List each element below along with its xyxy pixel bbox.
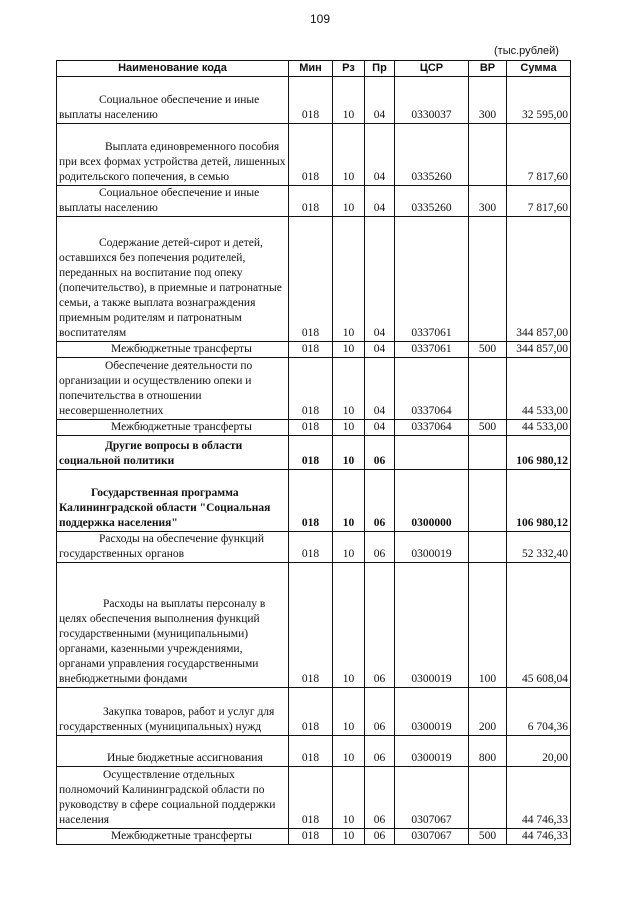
row-vr: 300: [469, 77, 507, 124]
row-pr: 06: [365, 767, 395, 829]
row-name: Другие вопросы в области социальной политики: [57, 436, 289, 470]
row-pr: 06: [365, 736, 395, 767]
row-min: 018: [289, 217, 333, 342]
table-row: [57, 217, 571, 342]
row-min: 018: [289, 124, 333, 186]
row-sum: 106 980,12: [507, 436, 571, 470]
row-pr: 04: [365, 420, 395, 436]
table-row: [57, 688, 571, 736]
row-vr: 100: [469, 563, 507, 688]
header-rz: Рз: [333, 61, 365, 77]
row-rz: 10: [333, 77, 365, 124]
row-rz: 10: [333, 217, 365, 342]
row-pr: 04: [365, 358, 395, 420]
row-rz: 10: [333, 420, 365, 436]
row-sum: 44 746,33: [507, 829, 571, 845]
table-row: [57, 829, 571, 845]
row-sum: 52 332,40: [507, 532, 571, 563]
budget-table: [56, 60, 571, 845]
row-pr: 04: [365, 342, 395, 358]
row-rz: 10: [333, 829, 365, 845]
row-sum: 7 817,60: [507, 186, 571, 217]
row-min: 018: [289, 470, 333, 532]
row-csr: 0300019: [395, 532, 469, 563]
header-csr: ЦСР: [395, 61, 469, 77]
row-name: Межбюджетные трансферты: [57, 829, 289, 845]
row-sum: 344 857,00: [507, 342, 571, 358]
row-vr: [469, 358, 507, 420]
row-vr: [469, 436, 507, 470]
row-vr: 500: [469, 420, 507, 436]
row-sum: 44 533,00: [507, 358, 571, 420]
row-vr: 200: [469, 688, 507, 736]
row-rz: 10: [333, 532, 365, 563]
row-name: Государственная программа Калининградской области "Социальная поддержка населения": [57, 470, 289, 532]
row-name: Содержание детей-сирот и детей, оставшихся без попечения родителей, переданных на воспитание под опеку (попечительство), в приемные и патронатные семьи, а также выплата вознаграждения приемным родителям и патронатным воспитателям: [57, 217, 289, 342]
table-row: [57, 358, 571, 420]
units-note: (тыс.рублей): [494, 45, 559, 57]
row-sum: 106 980,12: [507, 470, 571, 532]
row-sum: 44 533,00: [507, 420, 571, 436]
row-rz: 10: [333, 767, 365, 829]
row-csr: 0335260: [395, 124, 469, 186]
row-pr: 04: [365, 77, 395, 124]
row-pr: 06: [365, 532, 395, 563]
row-pr: 04: [365, 124, 395, 186]
table-row: [57, 124, 571, 186]
row-rz: 10: [333, 436, 365, 470]
row-csr: 0337061: [395, 217, 469, 342]
row-name: Выплата единовременного пособия при всех формах устройства детей, лишенных родительского попечения, в семью: [57, 124, 289, 186]
row-name: Социальное обеспечение и иные выплаты населению: [57, 186, 289, 217]
row-min: 018: [289, 358, 333, 420]
table-row: [57, 420, 571, 436]
row-csr: 0335260: [395, 186, 469, 217]
row-name: Закупка товаров, работ и услуг для государственных (муниципальных) нужд: [57, 688, 289, 736]
page-number: 109: [309, 12, 331, 26]
row-csr: 0330037: [395, 77, 469, 124]
row-name: Межбюджетные трансферты: [57, 420, 289, 436]
header-vr: ВР: [469, 61, 507, 77]
row-csr: 0307067: [395, 767, 469, 829]
table-row: [57, 470, 571, 532]
table-row: [57, 736, 571, 767]
table-row: [57, 186, 571, 217]
row-csr: 0300019: [395, 736, 469, 767]
row-csr: 0337064: [395, 358, 469, 420]
row-vr: [469, 124, 507, 186]
row-pr: 06: [365, 470, 395, 532]
row-pr: 06: [365, 688, 395, 736]
table-row: [57, 767, 571, 829]
row-name: Обеспечение деятельности по организации и осуществлению опеки и попечительства в отношении несовершеннолетних: [57, 358, 289, 420]
table-header-row: [57, 61, 571, 77]
row-min: 018: [289, 436, 333, 470]
table-row: [57, 77, 571, 124]
table-row: [57, 532, 571, 563]
row-csr: 0307067: [395, 829, 469, 845]
row-name: Расходы на обеспечение функций государственных органов: [57, 532, 289, 563]
row-pr: 04: [365, 217, 395, 342]
row-sum: 6 704,36: [507, 688, 571, 736]
row-rz: 10: [333, 342, 365, 358]
row-rz: 10: [333, 470, 365, 532]
row-vr: [469, 532, 507, 563]
row-rz: 10: [333, 688, 365, 736]
row-csr: 0300019: [395, 563, 469, 688]
row-csr: 0300000: [395, 470, 469, 532]
row-vr: [469, 217, 507, 342]
row-csr: 0300019: [395, 688, 469, 736]
row-name: Осуществление отдельных полномочий Калининградской области по руководству в сфере социальной поддержки населения: [57, 767, 289, 829]
table-row: [57, 342, 571, 358]
row-name: Иные бюджетные ассигнования: [57, 736, 289, 767]
row-sum: 45 608,04: [507, 563, 571, 688]
header-sum: Сумма: [507, 61, 571, 77]
row-min: 018: [289, 563, 333, 688]
row-sum: 344 857,00: [507, 217, 571, 342]
row-sum: 32 595,00: [507, 77, 571, 124]
row-vr: [469, 470, 507, 532]
row-rz: 10: [333, 563, 365, 688]
row-name: Социальное обеспечение и иные выплаты населению: [57, 77, 289, 124]
row-vr: 800: [469, 736, 507, 767]
row-vr: 500: [469, 342, 507, 358]
row-vr: [469, 767, 507, 829]
row-name: Расходы на выплаты персоналу в целях обеспечения выполнения функций государственными (муниципальными) органами, казенными учреждениями, органами управления государственными внебюджетными фондами: [57, 563, 289, 688]
row-min: 018: [289, 829, 333, 845]
row-rz: 10: [333, 186, 365, 217]
row-min: 018: [289, 420, 333, 436]
row-pr: 04: [365, 186, 395, 217]
row-pr: 06: [365, 563, 395, 688]
row-sum: 7 817,60: [507, 124, 571, 186]
row-csr: [395, 436, 469, 470]
row-pr: 06: [365, 436, 395, 470]
row-rz: 10: [333, 358, 365, 420]
header-min: Мин: [289, 61, 333, 77]
row-rz: 10: [333, 736, 365, 767]
row-vr: 500: [469, 829, 507, 845]
table-row: [57, 563, 571, 688]
row-pr: 06: [365, 829, 395, 845]
row-sum: 44 746,33: [507, 767, 571, 829]
row-min: 018: [289, 342, 333, 358]
row-name: Межбюджетные трансферты: [57, 342, 289, 358]
table-row: [57, 436, 571, 470]
header-pr: Пр: [365, 61, 395, 77]
row-min: 018: [289, 532, 333, 563]
row-min: 018: [289, 736, 333, 767]
row-rz: 10: [333, 124, 365, 186]
row-csr: 0337061: [395, 342, 469, 358]
header-name: Наименование кода: [57, 61, 289, 77]
row-min: 018: [289, 186, 333, 217]
row-sum: 20,00: [507, 736, 571, 767]
row-csr: 0337064: [395, 420, 469, 436]
row-vr: 300: [469, 186, 507, 217]
row-min: 018: [289, 767, 333, 829]
row-min: 018: [289, 688, 333, 736]
row-min: 018: [289, 77, 333, 124]
